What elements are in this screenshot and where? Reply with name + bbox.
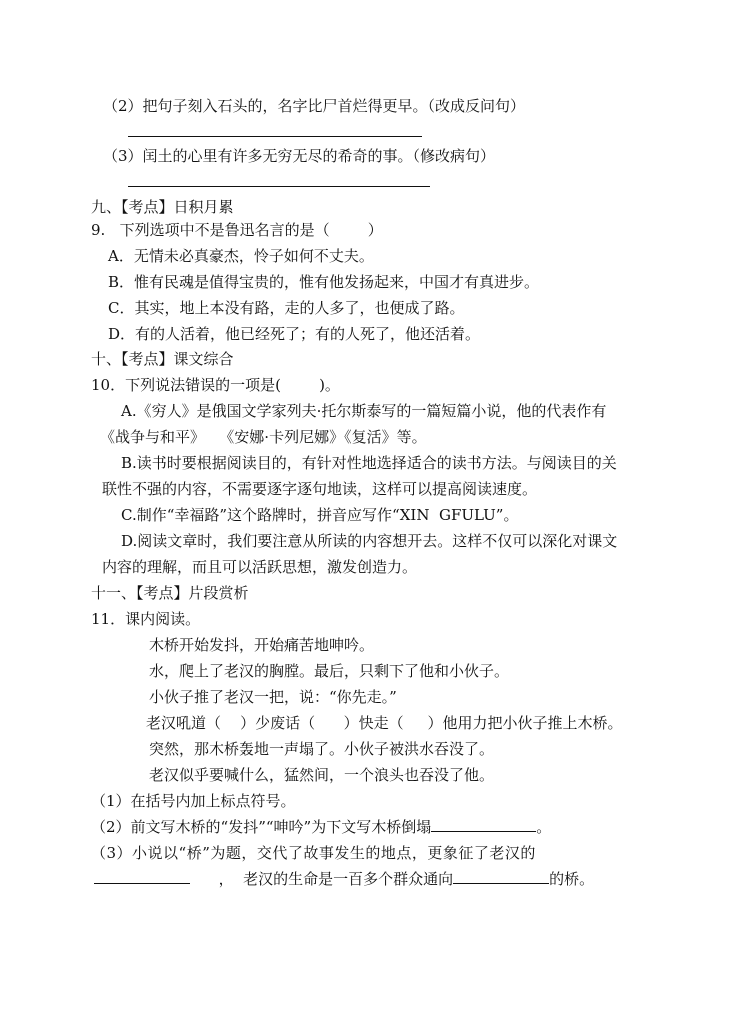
option-10d-cont: 内容的理解，而且可以活跃思想，激发创造力。 xyxy=(102,558,418,576)
answer-blank[interactable] xyxy=(453,869,549,884)
passage-line-5: 突然，那木桥轰地一声塌了。小伙子被洪水吞没了。 xyxy=(149,740,495,758)
section-10-heading: 十、【考点】课文综合 xyxy=(91,350,234,368)
q8-item-3: （3）闰土的心里有许多无穷无尽的希奇的事。（修改病句） xyxy=(103,147,496,165)
option-10c: C.制作“幸福路”这个路牌时，拼音应写作“XIN GFULU”。 xyxy=(121,506,519,524)
option-9d: D．有的人活着，他已经死了；有的人死了，他还活着。 xyxy=(108,325,481,343)
passage-line-2: 水，爬上了老汉的胸膛。最后，只剩下了他和小伙子。 xyxy=(149,662,510,680)
section-9-heading: 九、【考点】日积月累 xyxy=(91,198,234,216)
question-11: 11．课内阅读。 xyxy=(91,610,201,628)
option-9a: A．无情未必真豪杰，怜子如何不丈夫。 xyxy=(108,247,374,265)
sub-question-3-cont: ， 老汉的生命是一百多个群众通向 的桥。 xyxy=(94,869,594,889)
option-10a: A.《穷人》是俄国文学家列夫·托尔斯泰写的一篇短篇小说，他的代表作有 xyxy=(121,402,607,420)
passage-line-6: 老汉似乎要喊什么，猛然间，一个浪头也吞没了他。 xyxy=(149,766,495,784)
sub-question-3: （3）小说以“桥”为题，交代了故事发生的地点，更象征了老汉的 xyxy=(91,844,536,862)
sub-question-2: （2）前文写木桥的“发抖”“呻吟”为下文写木桥倒塌 。 xyxy=(91,818,552,836)
q8-item-2: （2）把句子刻入石头的，名字比尸首烂得更早。（改成反问句） xyxy=(103,97,526,115)
question-10: 10．下列说法错误的一项是( )。 xyxy=(91,376,340,394)
answer-blank[interactable] xyxy=(431,817,536,832)
option-9b: B．惟有民魂是值得宝贵的，惟有他发扬起来，中国才有真进步。 xyxy=(108,273,540,291)
passage-line-3: 小伙子推了老汉一把，说：“你先走。” xyxy=(149,688,397,706)
option-10b-cont: 联性不强的内容，不需要逐字逐句地读，这样可以提高阅读速度。 xyxy=(102,480,538,498)
question-9: 9. 下列选项中不是鲁迅名言的是（ ） xyxy=(91,221,383,239)
option-10d: D.阅读文章时，我们要注意从所读的内容想开去。这样不仅可以深化对课文 xyxy=(121,532,618,550)
sub-question-1: （1）在括号内加上标点符号。 xyxy=(91,792,296,810)
answer-line[interactable] xyxy=(128,136,422,137)
answer-line[interactable] xyxy=(128,186,430,187)
answer-blank[interactable] xyxy=(94,869,190,884)
option-10a-cont: 《战争与和平》 《安娜·卡列尼娜》《复活》等。 xyxy=(100,428,427,446)
passage-line-1: 木桥开始发抖，开始痛苦地呻吟。 xyxy=(149,636,375,654)
option-10b: B.读书时要根据阅读目的，有针对性地选择适合的读书方法。与阅读目的关 xyxy=(121,454,617,472)
section-11-heading: 十一、【考点】片段赏析 xyxy=(91,584,249,602)
passage-line-4: 老汉吼道（ ）少废话（ ）快走（ ）他用力把小伙子推上木桥。 xyxy=(146,714,623,732)
option-9c: C．其实，地上本没有路，走的人多了，也便成了路。 xyxy=(108,299,465,317)
